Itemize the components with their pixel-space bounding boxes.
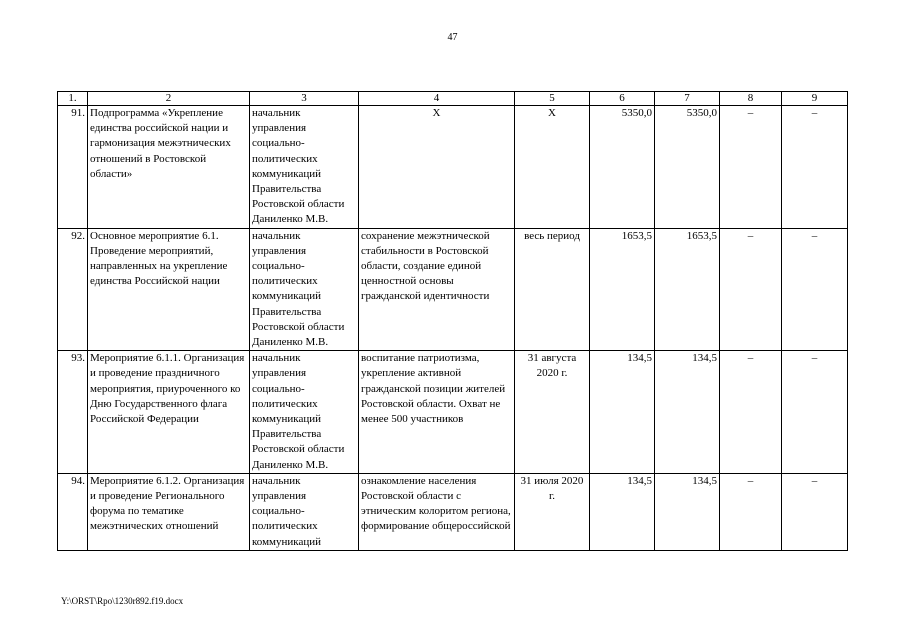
row-number: 91. <box>58 106 88 229</box>
value-col-8: – <box>720 228 782 351</box>
value-col-7: 5350,0 <box>655 106 720 229</box>
value-col-9: – <box>782 351 848 474</box>
value-col-7: 134,5 <box>655 351 720 474</box>
header-col-9: 9 <box>782 92 848 106</box>
header-col-1: 1. <box>58 92 88 106</box>
period: Х <box>515 106 590 229</box>
plan-table <box>57 91 848 551</box>
period: весь период <box>515 228 590 351</box>
header-col-7: 7 <box>655 92 720 106</box>
file-path-footer: Y:\ORST\Rpo\1230r892.f19.docx <box>61 596 184 606</box>
period: 31 августа 2020 г. <box>515 351 590 474</box>
responsible-person: начальник управления социально-политических коммуникаций <box>250 473 359 550</box>
expected-result: сохранение межэтнической стабильности в Ростовской области, создание единой ценностной основы гражданской идентичности <box>359 228 515 351</box>
value-col-9: – <box>782 106 848 229</box>
header-col-5: 5 <box>515 92 590 106</box>
table-row <box>58 106 848 229</box>
activity-name: Мероприятие 6.1.2. Организация и проведение Регионального форума по тематике межэтнических отношений <box>88 473 250 550</box>
expected-result: Х <box>359 106 515 229</box>
value-col-7: 1653,5 <box>655 228 720 351</box>
activity-name: Подпрограмма «Укрепление единства российской нации и гармонизация межэтнических отношений в Ростовской области» <box>88 106 250 229</box>
value-col-9: – <box>782 473 848 550</box>
row-number: 94. <box>58 473 88 550</box>
activity-name: Мероприятие 6.1.1. Организация и проведение праздничного мероприятия, приуроченного ко Дню Государственного флага Российской Федерации <box>88 351 250 474</box>
value-col-6: 1653,5 <box>590 228 655 351</box>
value-col-7: 134,5 <box>655 473 720 550</box>
value-col-8: – <box>720 106 782 229</box>
value-col-6: 5350,0 <box>590 106 655 229</box>
header-col-2: 2 <box>88 92 250 106</box>
value-col-6: 134,5 <box>590 473 655 550</box>
row-number: 92. <box>58 228 88 351</box>
table-row <box>58 351 848 474</box>
activity-name: Основное мероприятие 6.1. Проведение мероприятий, направленных на укрепление единства Российской нации <box>88 228 250 351</box>
header-col-6: 6 <box>590 92 655 106</box>
header-col-4: 4 <box>359 92 515 106</box>
value-col-9: – <box>782 228 848 351</box>
responsible-person: начальник управления социально-политических коммуникаций Правительства Ростовской области Даниленко М.В. <box>250 106 359 229</box>
value-col-6: 134,5 <box>590 351 655 474</box>
period: 31 июля 2020 г. <box>515 473 590 550</box>
row-number: 93. <box>58 351 88 474</box>
table-row <box>58 228 848 351</box>
value-col-8: – <box>720 351 782 474</box>
responsible-person: начальник управления социально-политических коммуникаций Правительства Ростовской области Даниленко М.В. <box>250 228 359 351</box>
header-col-8: 8 <box>720 92 782 106</box>
value-col-8: – <box>720 473 782 550</box>
header-row <box>58 92 848 106</box>
expected-result: ознакомление населения Ростовской области с этническим колоритом региона, формирование общероссийской <box>359 473 515 550</box>
header-col-3: 3 <box>250 92 359 106</box>
page-number: 47 <box>447 32 458 43</box>
expected-result: воспитание патриотизма, укрепление активной гражданской позиции жителей Ростовской области. Охват не менее 500 участников <box>359 351 515 474</box>
responsible-person: начальник управления социально-политических коммуникаций Правительства Ростовской области Даниленко М.В. <box>250 351 359 474</box>
table-row <box>58 473 848 550</box>
